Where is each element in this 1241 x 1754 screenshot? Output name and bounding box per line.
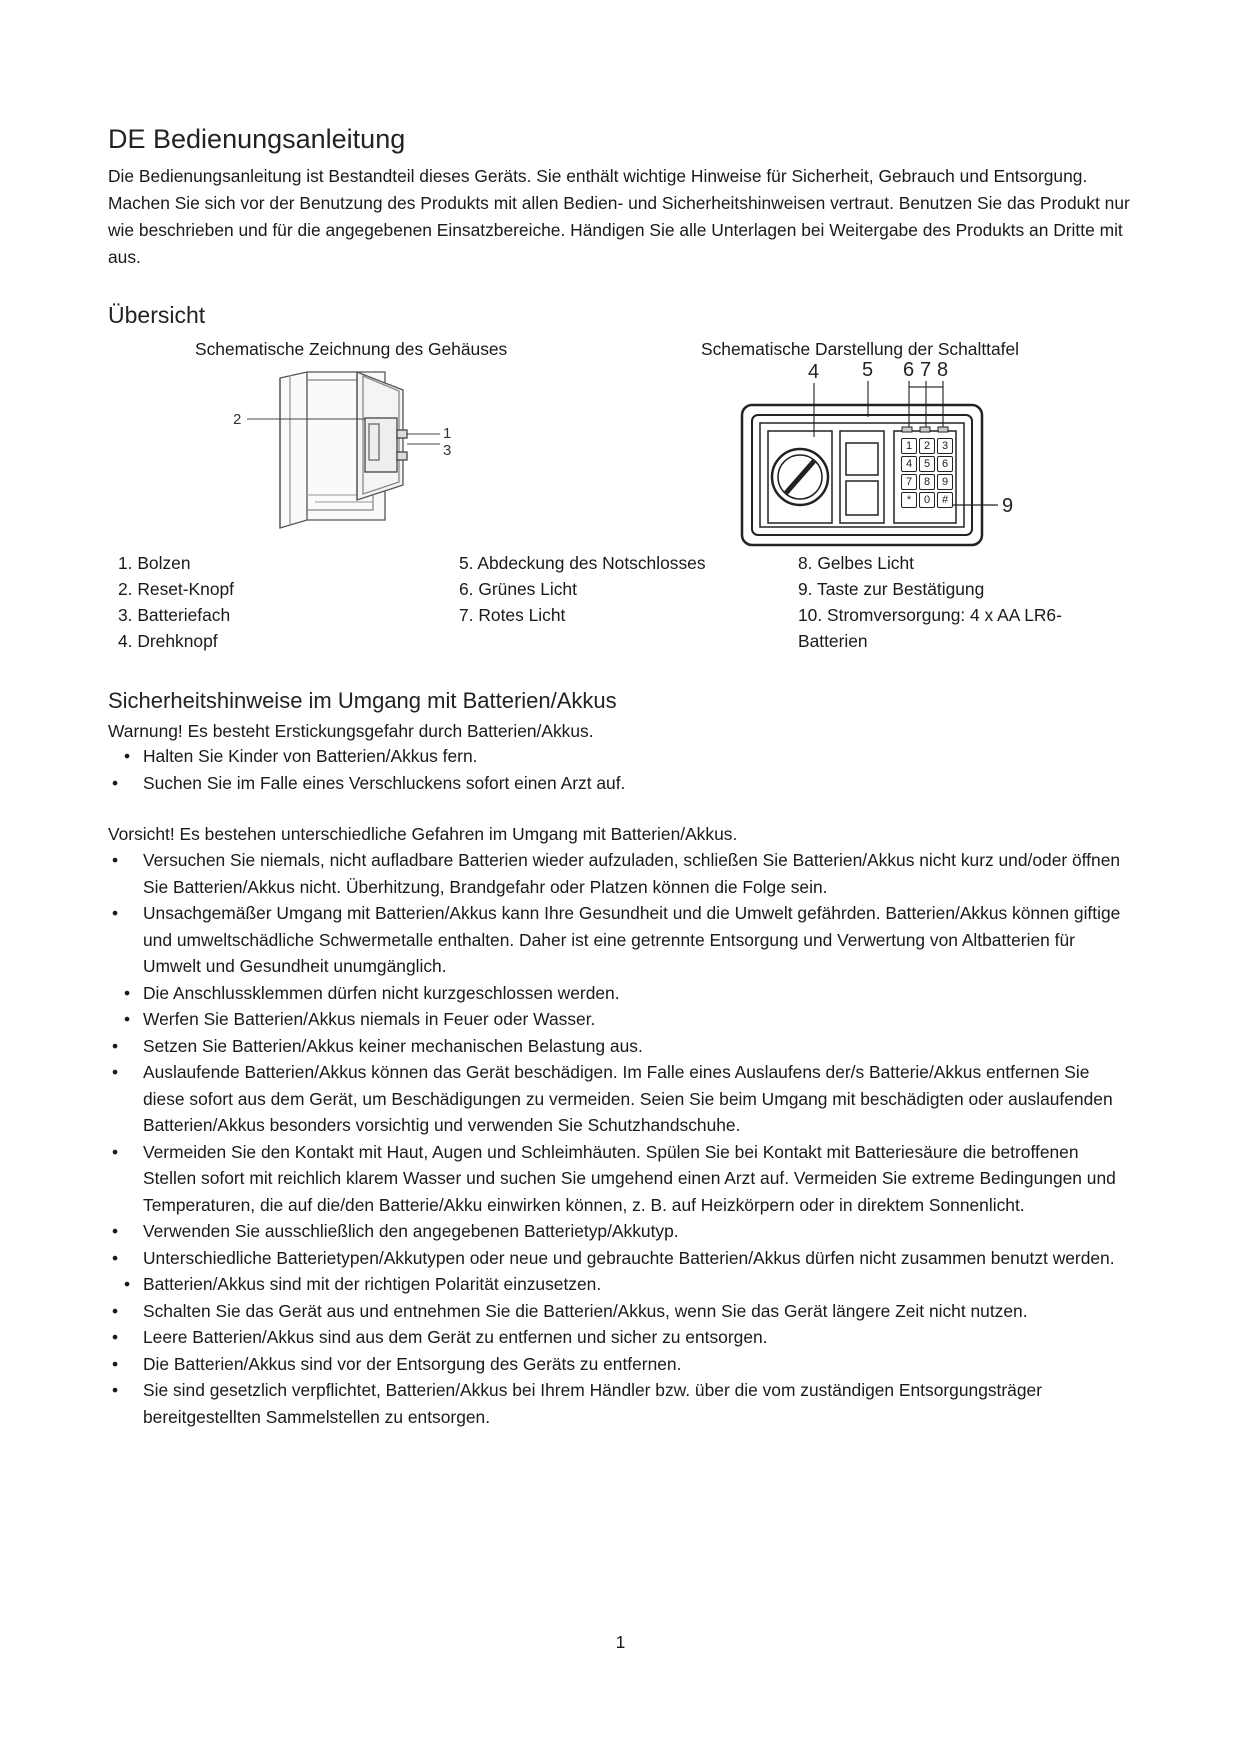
bullet-item <box>111 1139 1133 1219</box>
keypad-key: 7 <box>901 474 917 490</box>
bullet-text: Schalten Sie das Gerät aus und entnehmen Sie die Batterien/Akkus, wenn Sie das Gerät längere Zeit nicht nutzen. <box>143 1300 1028 1321</box>
bullet-text: Werfen Sie Batterien/Akkus niemals in Feuer oder Wasser. <box>143 1009 596 1029</box>
bullet-icon: • <box>123 1274 131 1294</box>
bullet-item <box>111 847 1133 900</box>
bullet-text: Versuchen Sie niemals, nicht aufladbare Batterien wieder aufzuladen, schließen Sie Batterien/Akkus nicht kurz und/oder öffnen Sie Batterien/Akkus nicht. Überhitzung, Brandgefahr oder Platzen können die Folge sein. <box>143 850 1121 897</box>
bullet-item <box>123 980 1133 1007</box>
bullet-icon: • <box>111 850 119 870</box>
legend-item: 10. Stromversorgung: 4 x AA LR6- <box>798 605 1062 625</box>
legend-item: 5. Abdeckung des Notschlosses <box>459 553 706 573</box>
intro-paragraph: Die Bedienungsanleitung ist Bestandteil dieses Geräts. Sie enthält wichtige Hinweise für Sicherheit, Gebrauch und Entsorgung. Machen Sie sich vor der Benutzung des Produkts mit allen Bedien- und Sicherheitshinweisen vertraut. Benutzen Sie das Produkt nur wie beschrieben und für die angegebenen Einsatzbereiche. Händigen Sie alle Unterlagen bei Weitergabe des Produkts an Dritte mit aus. <box>108 166 1130 267</box>
bullet-text: Auslaufende Batterien/Akkus können das Gerät beschädigen. Im Falle eines Auslaufens der/s Batterie/Akkus entfernen Sie diese sofort aus dem Gerät, um Beschädigungen zu vermeiden. Seien Sie beim Umgang mit beschädigten oder auslaufenden Batterien/Akkus besonders vorsichtig und verwenden Sie Schutzhandschuhe. <box>143 1062 1113 1135</box>
legend-item: 3. Batteriefach <box>118 605 231 625</box>
legend-item: Batterien <box>798 631 868 651</box>
keypad-key: 0 <box>919 492 935 508</box>
bullet-icon: • <box>123 746 131 766</box>
safety-heading: Sicherheitshinweise im Umgang mit Batterien/Akkus <box>108 688 617 713</box>
bullet-text: Unsachgemäßer Umgang mit Batterien/Akkus kann Ihre Gesundheit und die Umwelt gefährden. Batterien/Akkus können giftige und umweltschädliche Schwermetalle enthalten. Daher ist eine getrennte Entsorgung und Verwertung von Altbatterien für Umwelt und Gesundheit unumgänglich. <box>143 903 1121 976</box>
caption-panel: Schematische Darstellung der Schalttafel <box>701 339 1020 359</box>
panel-label-9: 9 <box>1002 495 1014 517</box>
warning-list <box>111 743 1133 796</box>
panel-diagram <box>740 355 1030 555</box>
overview-heading: Übersicht <box>108 302 206 328</box>
legend-item: 1. Bolzen <box>118 553 191 573</box>
legend-column-1 <box>118 550 234 654</box>
bullet-item <box>123 1006 1133 1033</box>
keypad-key: 8 <box>919 474 935 490</box>
keypad-key: 6 <box>937 456 953 472</box>
caption-housing: Schematische Zeichnung des Gehäuses <box>195 339 508 359</box>
legend-item: 4. Drehknopf <box>118 631 218 651</box>
bullet-icon: • <box>111 772 119 793</box>
bullet-text: Halten Sie Kinder von Batterien/Akkus fern. <box>143 746 478 766</box>
bullet-text: Vermeiden Sie den Kontakt mit Haut, Augen und Schleimhäuten. Spülen Sie bei Kontakt mit Batteriesäure die betroffenen Stellen sofort mit reichlich klarem Wasser und suchen Sie umgehend einen Arzt auf. Vermeiden Sie extreme Bedingungen und Temperaturen, die auf die/den Batterie/Akku einwirken können, z. B. auf Heizkörpern oder in direktem Sonnenlicht. <box>143 1141 1116 1215</box>
keypad-key: 5 <box>919 456 935 472</box>
bullet-icon: • <box>111 1221 119 1241</box>
keypad-key: 9 <box>937 474 953 490</box>
keypad-key: 1 <box>901 438 917 454</box>
bullet-icon: • <box>123 982 131 1003</box>
legend-column-2 <box>459 550 706 628</box>
bullet-item <box>111 1059 1133 1139</box>
housing-diagram <box>225 370 525 535</box>
bullet-item <box>123 743 1133 770</box>
bullet-text: Setzen Sie Batterien/Akkus keiner mechanischen Belastung aus. <box>143 1035 643 1056</box>
keypad-key: # <box>937 492 953 508</box>
bullet-icon: • <box>111 903 119 923</box>
bullet-item <box>111 1298 1133 1325</box>
keypad-key: 4 <box>901 456 917 472</box>
caution-text: Vorsicht! Es bestehen unterschiedliche Gefahren im Umgang mit Batterien/Akkus. <box>108 824 738 844</box>
bullet-text: Die Batterien/Akkus sind vor der Entsorgung des Geräts zu entfernen. <box>143 1353 682 1374</box>
legend-item: 6. Grünes Licht <box>459 579 577 599</box>
bullet-item <box>111 900 1133 980</box>
housing-label-3: 3 <box>443 442 452 459</box>
legend-item: 9. Taste zur Bestätigung <box>798 579 985 599</box>
bullet-item <box>111 1218 1133 1245</box>
page-title: DE Bedienungsanleitung <box>108 124 406 154</box>
bullet-icon: • <box>111 1353 119 1374</box>
housing-label-2: 2 <box>233 411 242 428</box>
housing-label-1: 1 <box>443 425 452 442</box>
bullet-text: Die Anschlussklemmen dürfen nicht kurzgeschlossen werden. <box>143 982 620 1003</box>
bullet-icon: • <box>111 1035 119 1056</box>
bullet-icon: • <box>111 1327 119 1347</box>
bullet-text: Verwenden Sie ausschließlich den angegebenen Batterietyp/Akkutyp. <box>143 1221 679 1241</box>
bullet-item <box>111 1033 1133 1060</box>
panel-label-5: 5 <box>862 359 874 381</box>
warning-text: Warnung! Es besteht Erstickungsgefahr durch Batterien/Akkus. <box>108 721 594 741</box>
bullet-icon: • <box>111 1141 119 1162</box>
keypad-key: 2 <box>919 438 935 454</box>
bullet-text: Sie sind gesetzlich verpflichtet, Batterien/Akkus bei Ihrem Händler bzw. über die vom zuständigen Entsorgungsträger bereitgestellten Sammelstellen zu entsorgen. <box>143 1380 1042 1427</box>
caution-list <box>111 847 1133 1430</box>
panel-label-7: 7 <box>920 359 932 381</box>
bullet-text: Leere Batterien/Akkus sind aus dem Gerät zu entfernen und sicher zu entsorgen. <box>143 1327 768 1347</box>
legend-item: 8. Gelbes Licht <box>798 553 915 573</box>
legend-column-3 <box>798 550 1062 654</box>
panel-label-6: 6 <box>903 359 915 381</box>
bullet-icon: • <box>111 1062 119 1082</box>
legend-item: 2. Reset-Knopf <box>118 579 235 599</box>
bullet-item <box>111 1377 1133 1430</box>
bullet-item <box>111 1245 1133 1272</box>
panel-label-4: 4 <box>808 361 820 383</box>
bullet-item <box>111 770 1133 797</box>
bullet-text: Unterschiedliche Batterietypen/Akkutypen oder neue und gebrauchte Batterien/Akkus dürfen nicht zusammen benutzt werden. <box>143 1247 1115 1268</box>
bullet-item <box>111 1324 1133 1351</box>
bullet-text: Suchen Sie im Falle eines Verschluckens sofort einen Arzt auf. <box>143 772 626 793</box>
bullet-icon: • <box>123 1009 131 1029</box>
page-number: 1 <box>615 1632 626 1652</box>
bullet-item <box>123 1271 1133 1298</box>
bullet-item <box>111 1351 1133 1378</box>
bullet-icon: • <box>111 1300 119 1321</box>
legend-item: 7. Rotes Licht <box>459 605 566 625</box>
bullet-icon: • <box>111 1247 119 1268</box>
bullet-icon: • <box>111 1380 119 1400</box>
panel-label-8: 8 <box>937 359 949 381</box>
bullet-text: Batterien/Akkus sind mit der richtigen Polarität einzusetzen. <box>143 1274 602 1294</box>
keypad-key: * <box>901 492 917 508</box>
keypad-key: 3 <box>937 438 953 454</box>
